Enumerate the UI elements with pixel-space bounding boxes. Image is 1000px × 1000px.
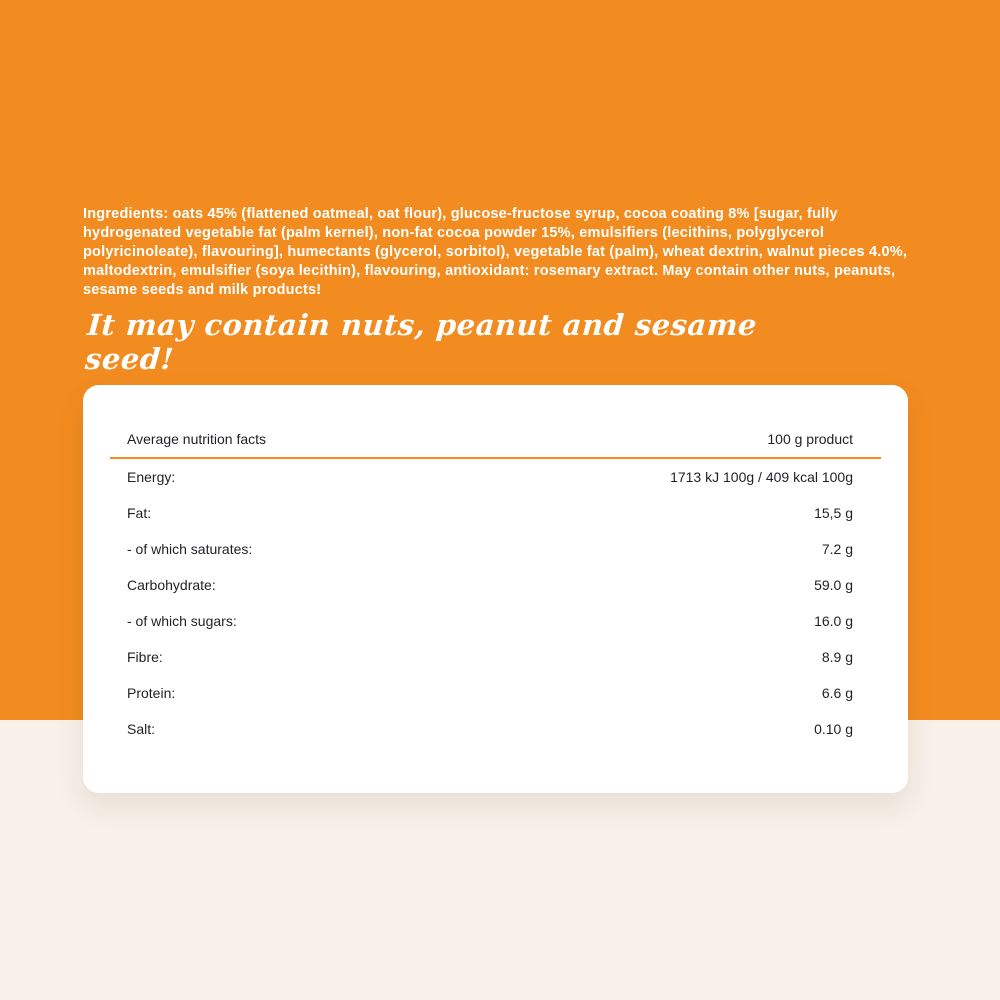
nutrition-header-unit: 100 g product — [767, 431, 853, 447]
ingredients-text: Ingredients: oats 45% (flattened oatmeal, oat flour), glucose-fructose syrup, cocoa coating 8% [sugar, fully hydrogenated vegetable fat (palm kernel), non-fat cocoa powder 15%, emulsifiers (lecithins, polyglycerol polyricinoleate), flavouring], humectants (glycerol, sorbitol), vegetable fat (palm), wheat dextrin, walnut pieces 4.0%, maltodextrin, emulsifier (soya lecithin), flavouring, antioxidant: rosemary extract. May contain other nuts, peanuts, sesame seeds and milk products! — [83, 205, 908, 298]
nutrient-label: Carbohydrate: — [127, 577, 216, 593]
nutrition-header-label: Average nutrition facts — [127, 431, 267, 447]
nutrient-value: 7.2 g — [821, 541, 853, 557]
nutrition-table-row — [110, 711, 881, 747]
nutrient-value: 16.0 g — [814, 613, 853, 629]
nutrient-label: - of which saturates: — [127, 541, 253, 557]
nutrition-table-row — [110, 567, 881, 603]
nutrient-label: Fibre: — [127, 649, 163, 665]
nutrition-rows — [110, 459, 881, 747]
nutrient-label: Salt: — [127, 721, 156, 737]
nutrition-table-row — [110, 459, 881, 495]
nutrient-label: Fat: — [127, 505, 152, 521]
nutrition-table-header — [110, 421, 881, 459]
nutrition-table-row — [110, 531, 881, 567]
allergen-handwritten-note: It may contain nuts, peanut and sesame seed! — [84, 308, 759, 376]
nutrition-table-row — [110, 495, 881, 531]
nutrition-facts-card — [83, 385, 908, 793]
nutrition-table — [110, 421, 881, 747]
nutrient-value: 59.0 g — [814, 577, 853, 593]
nutrient-value: 1713 kJ 100g / 409 kcal 100g — [670, 469, 853, 485]
nutrient-value: 6.6 g — [821, 685, 853, 701]
nutrient-label: Protein: — [127, 685, 176, 701]
nutrient-value: 8.9 g — [821, 649, 853, 665]
nutrient-value: 0.10 g — [814, 721, 853, 737]
nutrient-value: 15,5 g — [814, 505, 853, 521]
nutrition-table-row — [110, 603, 881, 639]
nutrient-label: - of which sugars: — [127, 613, 237, 629]
nutrition-table-row — [110, 639, 881, 675]
nutrient-label: Energy: — [127, 469, 176, 485]
nutrition-table-row — [110, 675, 881, 711]
